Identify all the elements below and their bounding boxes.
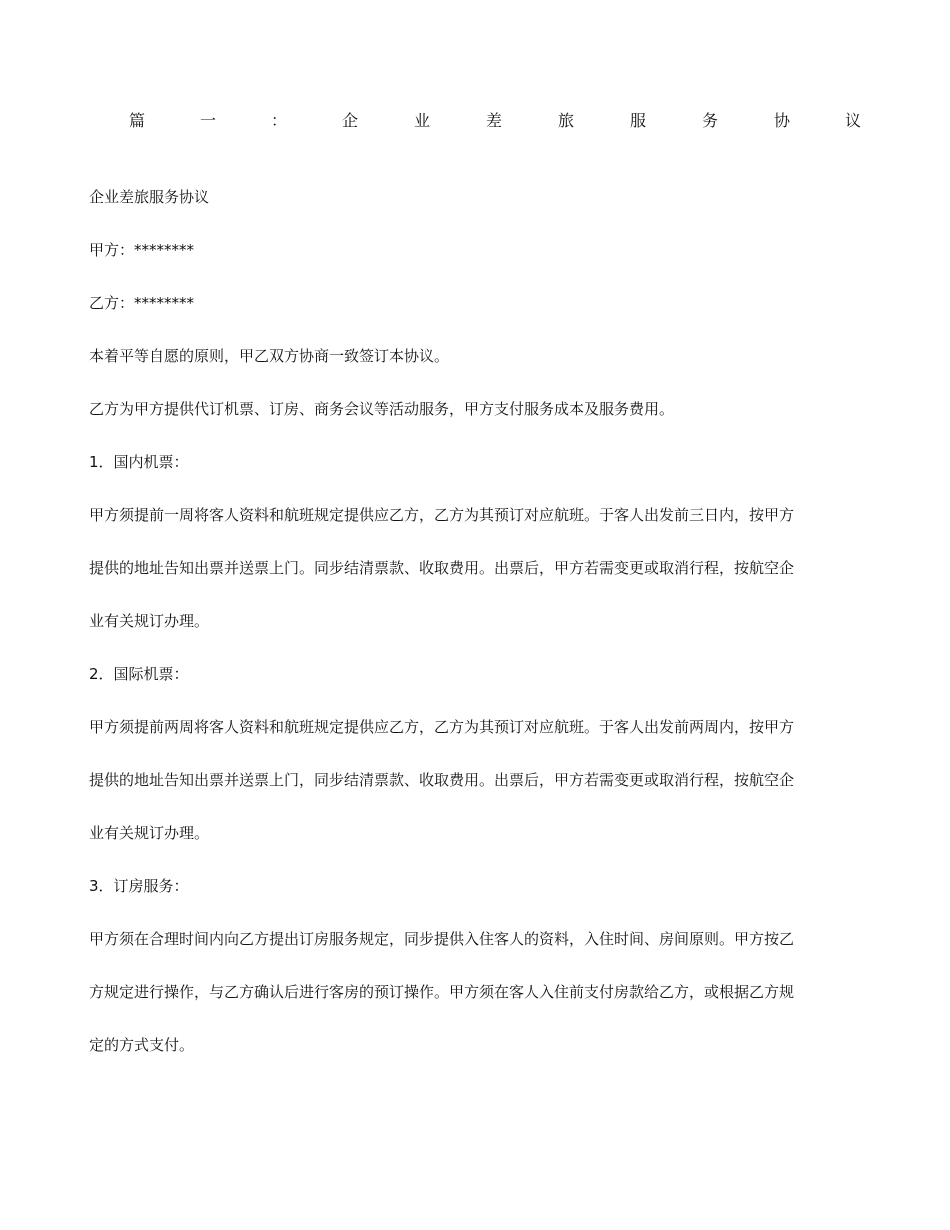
document-title [0, 111, 950, 135]
paragraph-line: 甲方须提前两周将客人资料和航班规定提供应乙方，乙方为其预订对应航班。于客人出发前两周内，按甲方 [89, 718, 795, 736]
title-char: 企 [342, 111, 359, 130]
party-b-line: 乙方：******** [89, 294, 195, 312]
paragraph-line: 提供的地址告知出票并送票上门，同步结清票款、收取费用。出票后，甲方若需变更或取消行程，按航空企 [89, 771, 795, 789]
paragraph-line: 定的方式支付。 [89, 1036, 195, 1054]
title-char: 一 [200, 111, 217, 130]
paragraph-line: 业有关规订办理。 [89, 824, 210, 842]
party-a-line: 甲方：******** [89, 241, 195, 259]
section-domestic-air-heading: 1．国内机票： [89, 453, 189, 471]
title-char: 业 [414, 111, 431, 130]
paragraph-line: 方规定进行操作，与乙方确认后进行客房的预订操作。甲方须在客人入住前支付房款给乙方，或根据乙方规 [89, 983, 795, 1001]
paragraph-line: 业有关规订办理。 [89, 612, 210, 630]
title-char: 服 [630, 111, 647, 130]
paragraph-line: 甲方须在合理时间内向乙方提出订房服务规定，同步提供入住客人的资料，入住时间、房间原则。甲方按乙 [89, 930, 795, 948]
title-char: 议 [845, 111, 862, 130]
section-hotel-booking-heading: 3．订房服务： [89, 877, 189, 895]
title-char: ： [271, 111, 288, 130]
service-scope-paragraph: 乙方为甲方提供代订机票、订房、商务会议等活动服务，甲方支付服务成本及服务费用。 [89, 400, 675, 418]
title-char: 差 [486, 111, 503, 130]
title-char: 旅 [558, 111, 575, 130]
paragraph-line: 提供的地址告知出票并送票上门。同步结清票款、收取费用。出票后，甲方若需变更或取消行程，按航空企 [89, 559, 795, 577]
title-char: 篇 [129, 111, 146, 130]
agreement-heading: 企业差旅服务协议 [89, 188, 210, 206]
title-char: 务 [702, 111, 719, 130]
document-body [89, 186, 859, 1087]
title-char: 协 [774, 111, 791, 130]
principle-paragraph: 本着平等自愿的原则，甲乙双方协商一致签订本协议。 [89, 347, 450, 365]
section-international-air-heading: 2．国际机票： [89, 665, 189, 683]
paragraph-line: 甲方须提前一周将客人资料和航班规定提供应乙方，乙方为其预订对应航班。于客人出发前三日内，按甲方 [89, 506, 795, 524]
